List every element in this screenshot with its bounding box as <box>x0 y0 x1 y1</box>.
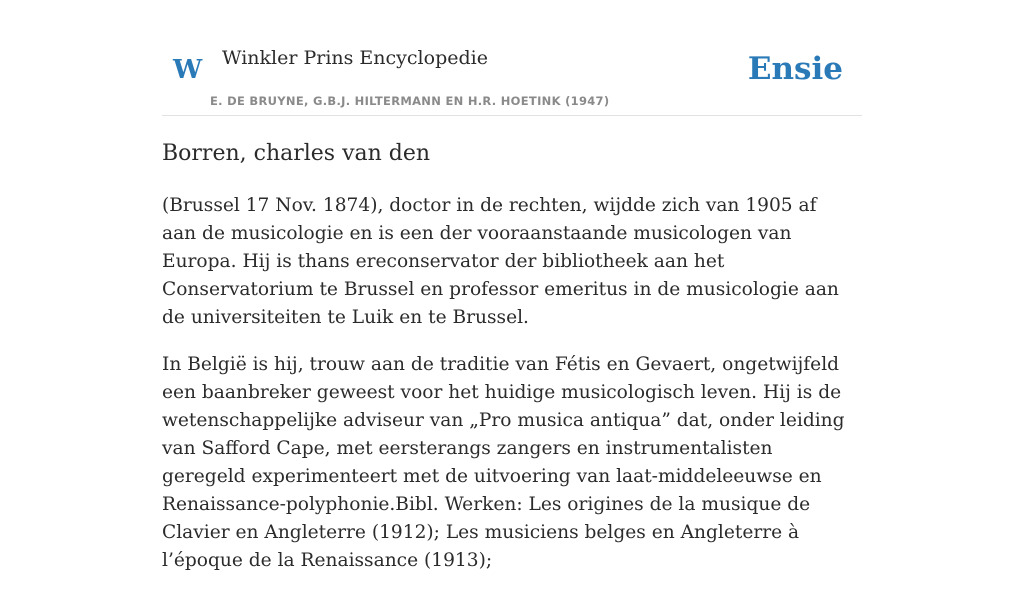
article-body <box>162 192 852 594</box>
site-logo[interactable]: W <box>173 55 203 85</box>
brand-logo[interactable]: Ensie <box>747 51 843 87</box>
site-header <box>162 40 862 116</box>
site-title[interactable]: Winkler Prins Encyclopedie <box>222 47 488 69</box>
article-paragraph: In België is hij, trouw aan de traditie van Fétis en Gevaert, ongetwijfeld een baanbreker geweest voor het huidige musicologisch leven. Hij is de wetenschappelijke adviseur van „Pro musica antiqua” dat, onder leiding van Safford Cape, met eersterangs zangers en instrumentalisten geregeld experimenteert met de uitvoering van laat-middeleeuwse en Renaissance-polyphonie.Bibl. Werken: Les origines de la musique de Clavier en Angleterre (1912); Les musiciens belges en Angleterre à l’époque de la Renaissance (1913); <box>162 354 845 571</box>
article-title: Borren, charles van den <box>162 141 431 166</box>
source-authors: E. DE BRUYNE, G.B.J. HILTERMANN EN H.R. HOETINK (1947) <box>210 94 610 108</box>
article-paragraph: (Brussel 17 Nov. 1874), doctor in de rechten, wijdde zich van 1905 af aan de musicologie en is een der vooraanstaande musicologen van Europa. Hij is thans ereconservator der bibliotheek aan het Conservatorium te Brussel en professor emeritus in de musicologie aan de universiteiten te Luik en te Brussel. <box>162 195 839 328</box>
